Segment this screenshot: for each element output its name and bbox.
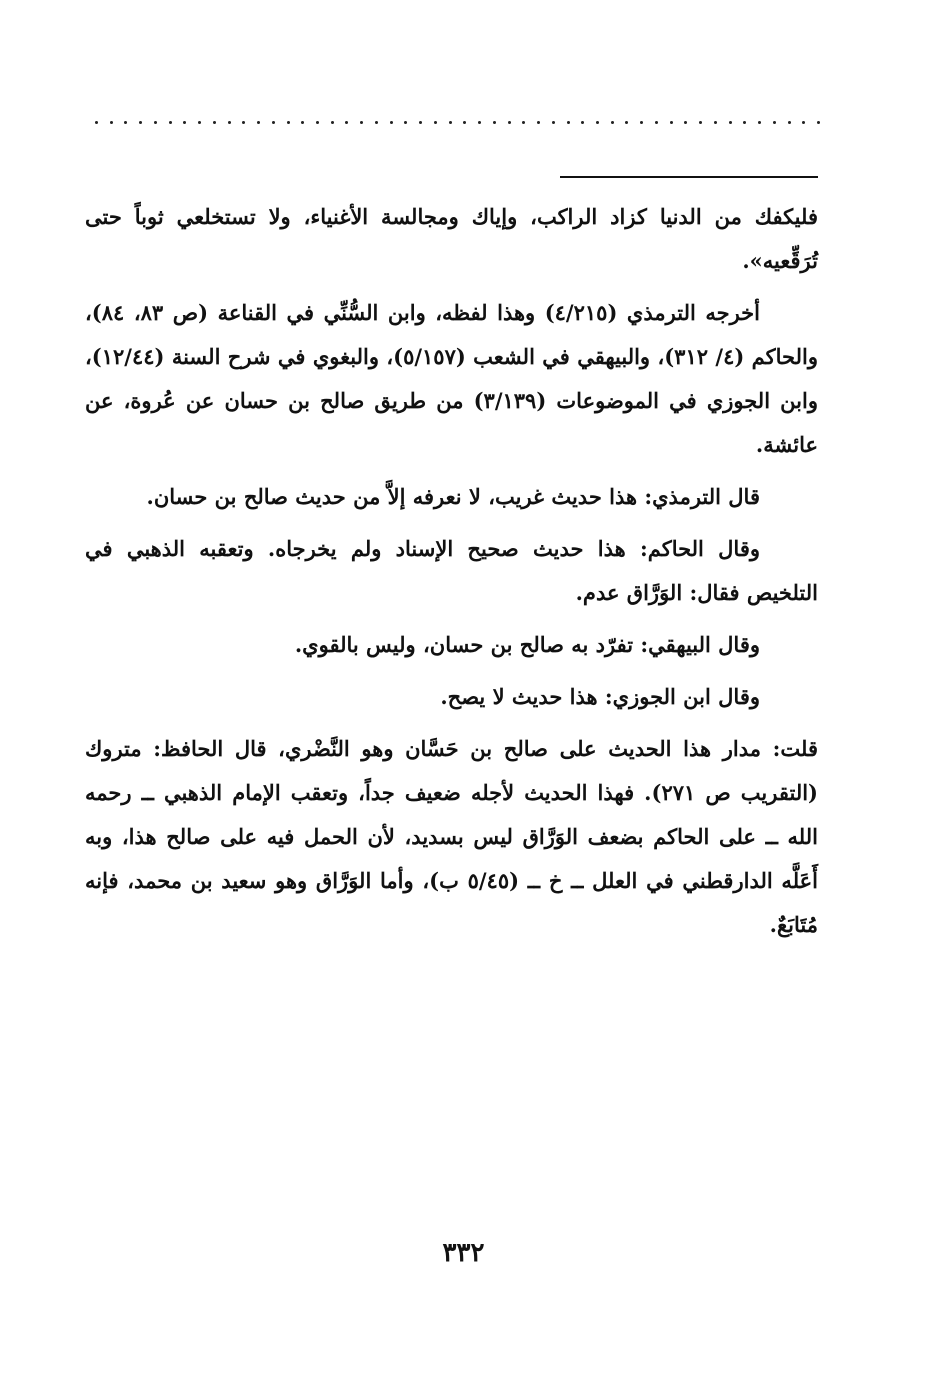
footnote-rule: [560, 176, 818, 178]
paragraph-ibn-jawzi-comment: وقال ابن الجوزي: هذا حديث لا يصح.: [440, 684, 760, 709]
paragraph-hakim-comment: وقال الحاكم: هذا حديث صحيح الإسناد ولم يخرجاه. وتعقبه الذهبي في التلخيص فقال: الوَرَّاق عدم.: [85, 536, 818, 605]
page-number: ٣٣٢: [442, 1238, 485, 1268]
paragraph-bayhaqi-comment: وقال البيهقي: تفرّد به صالح بن حسان، وليس بالقوي.: [294, 632, 760, 657]
paragraph-author-comment: قلت: مدار هذا الحديث على صالح بن حَسَّان وهو النَّضْري، قال الحافظ: متروك (التقريب ص ٢٧١). فهذا الحديث لأجله ضعيف جداً، وتعقب الإمام الذهبي ــ رحمه الله ــ على الحاكم بضعف الوَرَّاق ليس بسديد، لأن الحمل فيه على صالح هذا، وبه أَعَلَّه الدارقطني في العلل ــ خ ــ (٥/٤٥ ب)، وأما الوَرَّاق وهو سعيد بن محمد، فإنه مُتَابَعٌ.: [85, 736, 819, 937]
paragraph-hadith-end: فليكفك من الدنيا كزاد الراكب، وإياك ومجالسة الأغنياء، ولا تستخلعي ثوباً حتى تُرَقِّعيه».: [85, 204, 818, 273]
footnote-body: [85, 195, 818, 947]
paragraph-takhrij: أخرجه الترمذي (٤/٢١٥) وهذا لفظه، وابن السُّنِّي في القناعة (ص ٨٣، ٨٤)، والحاكم (٤/ ٣١٢)، والبيهقي في الشعب (٥/١٥٧)، والبغوي في شرح السنة (١٢/٤٤)، وابن الجوزي في الموضوعات (٣/١٣٩) من طريق صالح بن حسان عن عُروة، عن عائشة.: [85, 300, 818, 457]
dotted-separator: [95, 112, 820, 132]
paragraph-tirmidhi-comment: قال الترمذي: هذا حديث غريب، لا نعرفه إلاَّ من حديث صالح بن حسان.: [146, 484, 760, 509]
